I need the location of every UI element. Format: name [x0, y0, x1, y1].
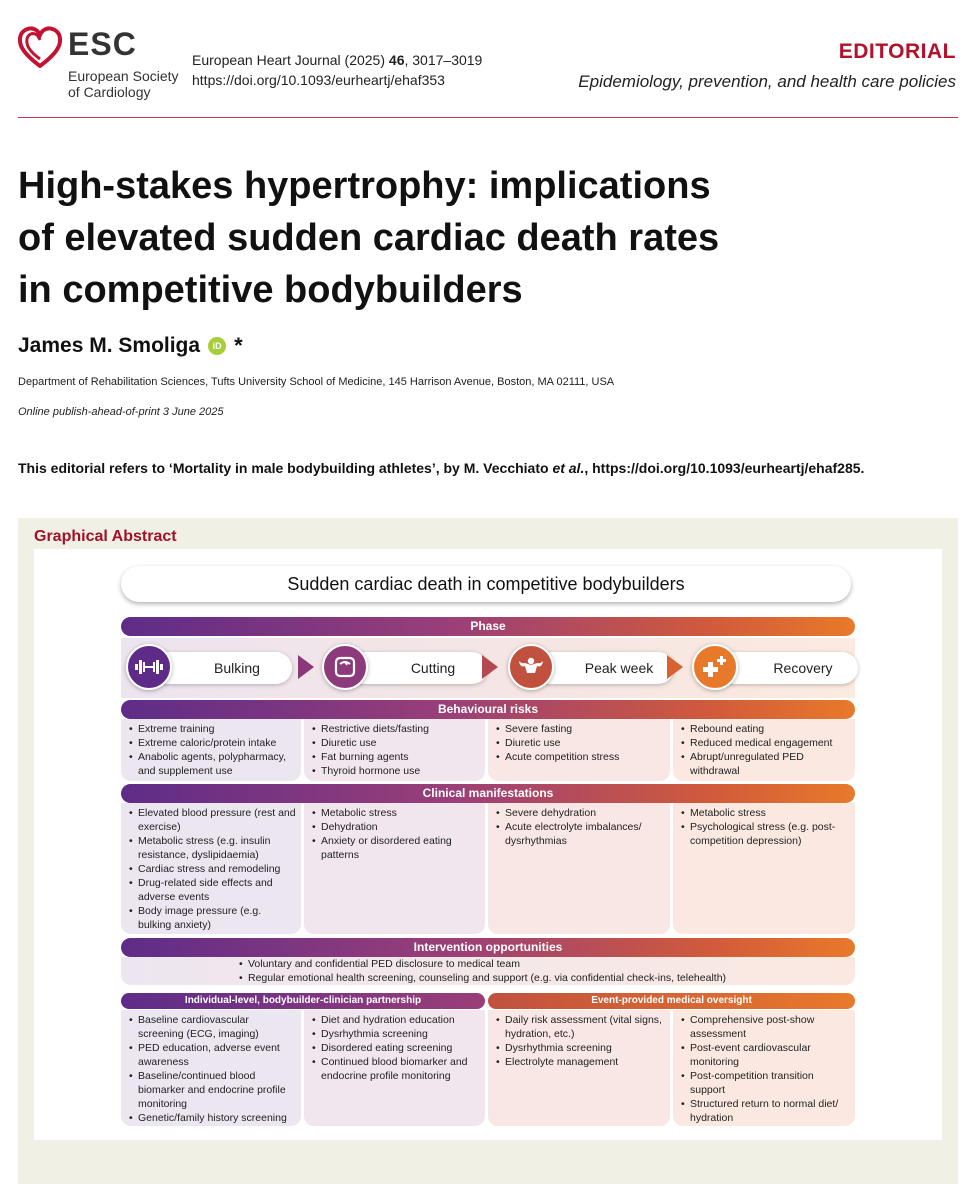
clinical-manifestations-header: Clinical manifestations: [121, 784, 855, 803]
phase-label: Peak week: [534, 652, 674, 684]
publication-date: Online publish-ahead-of-print 3 June 2025: [18, 406, 224, 418]
society-name-line2: of Cardiology: [68, 84, 151, 100]
list-item: • Dysrhythmia screening: [312, 1027, 481, 1041]
phase-label: Cutting: [348, 652, 488, 684]
list-item: • Electrolyte management: [496, 1055, 666, 1069]
behavioural-risks-recovery: [673, 719, 855, 781]
orcid-icon[interactable]: iD: [208, 337, 226, 355]
oversight-peak-week: [488, 1010, 670, 1126]
list-item: • Cardiac stress and remodeling: [129, 862, 297, 876]
clinical-peak-week: [488, 803, 670, 934]
list-item: • Baseline/continued blood biomarker and endocrine profile monitoring: [129, 1069, 297, 1111]
list-item: • Dehydration: [312, 820, 481, 834]
title-line-3: in competitive bodybuilders: [18, 269, 523, 311]
list-item: • Drug-related side effects and adverse events: [129, 876, 297, 904]
journal-citation: [192, 50, 482, 90]
list-item: • Reduced medical engagement: [681, 736, 851, 750]
list-item: • Genetic/family history screening: [129, 1111, 297, 1125]
esc-heart-logo-icon: [18, 26, 62, 68]
behavioural-risks-peak-week: [488, 719, 670, 781]
list-item: • PED education, adverse event awareness: [129, 1041, 297, 1069]
medical-cross-icon: [692, 644, 738, 690]
phase-arrow-icon: [482, 655, 498, 679]
list-item: • Acute competition stress: [496, 750, 666, 764]
list-item: • Baseline cardiovascular screening (ECG, imaging): [129, 1013, 297, 1041]
list-item: • Metabolic stress (e.g. insulin resistance, dyslipidaemia): [129, 834, 297, 862]
phase-arrow-icon: [667, 655, 683, 679]
author-line: [18, 333, 243, 359]
refers-text: This editorial refers to ‘Mortality in male bodybuilding athletes’, by M. Vecchiato: [18, 460, 553, 476]
phase-header-bar: Phase: [121, 617, 855, 636]
list-item: • Comprehensive post-show assessment: [681, 1013, 851, 1041]
list-item: • Body image pressure (e.g. bulking anxiety): [129, 904, 297, 932]
list-item: • Diet and hydration education: [312, 1013, 481, 1027]
list-item: • Dysrhythmia screening: [496, 1041, 666, 1055]
individual-level-header: Individual-level, bodybuilder-clinician partnership: [121, 993, 485, 1009]
clinical-recovery: [673, 803, 855, 934]
journal-pages: , 3017–3019: [404, 52, 483, 68]
list-item: • Metabolic stress: [681, 806, 851, 820]
list-item: • Extreme training: [129, 722, 297, 736]
article-type: EDITORIAL: [838, 40, 956, 63]
list-item: • Elevated blood pressure (rest and exercise): [129, 806, 297, 834]
phase-recovery: [692, 644, 862, 690]
scale-icon: [322, 644, 368, 690]
list-item: • Severe dehydration: [496, 806, 666, 820]
list-item: • Structured return to normal diet/ hydration: [681, 1097, 851, 1125]
author-name[interactable]: James M. Smoliga: [18, 334, 201, 357]
dumbbell-icon: [126, 644, 172, 690]
list-item: • Severe fasting: [496, 722, 666, 736]
affiliation: Department of Rehabilitation Sciences, Tufts University School of Medicine, 145 Harrison Avenue, Boston, MA 02111, USA: [18, 376, 615, 388]
header-divider: [18, 117, 958, 118]
list-item: • Anabolic agents, polypharmacy, and supplement use: [129, 750, 297, 778]
article-title: [18, 160, 818, 316]
title-line-2: of elevated sudden cardiac death rates: [18, 217, 720, 259]
list-item: • Rebound eating: [681, 722, 851, 736]
behavioural-risks-header: Behavioural risks: [121, 700, 855, 719]
oversight-bulking: [121, 1010, 301, 1126]
intervention-header: Intervention opportunities: [121, 938, 855, 957]
list-item: • Restrictive diets/fasting: [312, 722, 481, 736]
list-item: • Extreme caloric/protein intake: [129, 736, 297, 750]
journal-header: [18, 24, 958, 104]
oversight-cutting: [304, 1010, 485, 1126]
phase-label: Bulking: [152, 652, 292, 684]
behavioural-risks-bulking: [121, 719, 301, 781]
doi-link[interactable]: https://doi.org/10.1093/eurheartj/ehaf353: [192, 72, 445, 88]
list-item: • Abrupt/unregulated PED withdrawal: [681, 750, 851, 778]
list-item: • Anxiety or disordered eating patterns: [312, 834, 481, 862]
article-category: Epidemiology, prevention, and health care policies: [578, 72, 956, 91]
flexing-bodybuilder-icon: [508, 644, 554, 690]
phase-bulking: [126, 644, 296, 690]
corresponding-author-mark: *: [234, 333, 243, 358]
list-item: • Regular emotional health screening, counseling and support (e.g. via confidential check-ins, telehealth): [239, 971, 855, 985]
society-name: [68, 68, 179, 100]
graphical-abstract-label: Graphical Abstract: [34, 528, 177, 545]
list-item: • Post-competition transition support: [681, 1069, 851, 1097]
list-item: • Voluntary and confidential PED disclosure to medical team: [239, 957, 855, 971]
behavioural-risks-cutting: [304, 719, 485, 781]
graphical-abstract-figure: [34, 549, 942, 1140]
refers-etal: et al.: [552, 460, 585, 476]
esc-logo-text: ESC: [68, 26, 137, 62]
list-item: • Post-event cardiovascular monitoring: [681, 1041, 851, 1069]
refers-to-note: [18, 460, 864, 476]
phase-peak-week: [508, 644, 678, 690]
journal-name: European Heart Journal (2025): [192, 52, 389, 68]
figure-title: Sudden cardiac death in competitive bodybuilders: [121, 566, 851, 602]
graphical-abstract: [18, 518, 958, 1184]
list-item: • Diuretic use: [312, 736, 481, 750]
list-item: • Thyroid hormone use: [312, 764, 481, 778]
oversight-recovery: [673, 1010, 855, 1126]
intervention-list: [121, 957, 855, 985]
phase-cutting: [322, 644, 492, 690]
list-item: • Diuretic use: [496, 736, 666, 750]
phase-arrow-icon: [298, 655, 314, 679]
list-item: • Fat burning agents: [312, 750, 481, 764]
phase-label: Recovery: [718, 652, 858, 684]
list-item: • Acute electrolyte imbalances/ dysrhythmias: [496, 820, 666, 848]
clinical-bulking: [121, 803, 301, 934]
journal-volume: 46: [388, 52, 405, 68]
event-oversight-header: Event-provided medical oversight: [488, 993, 855, 1009]
list-item: • Metabolic stress: [312, 806, 481, 820]
list-item: • Continued blood biomarker and endocrine profile monitoring: [312, 1055, 481, 1083]
society-name-line1: European Society: [68, 68, 179, 84]
title-line-1: High-stakes hypertrophy: implications: [18, 165, 711, 207]
list-item: • Daily risk assessment (vital signs, hydration, etc.): [496, 1013, 666, 1041]
refers-doi-link[interactable]: , https://doi.org/10.1093/eurheartj/ehaf285.: [584, 460, 865, 476]
clinical-cutting: [304, 803, 485, 934]
list-item: • Psychological stress (e.g. post-competition depression): [681, 820, 851, 848]
list-item: • Disordered eating screening: [312, 1041, 481, 1055]
